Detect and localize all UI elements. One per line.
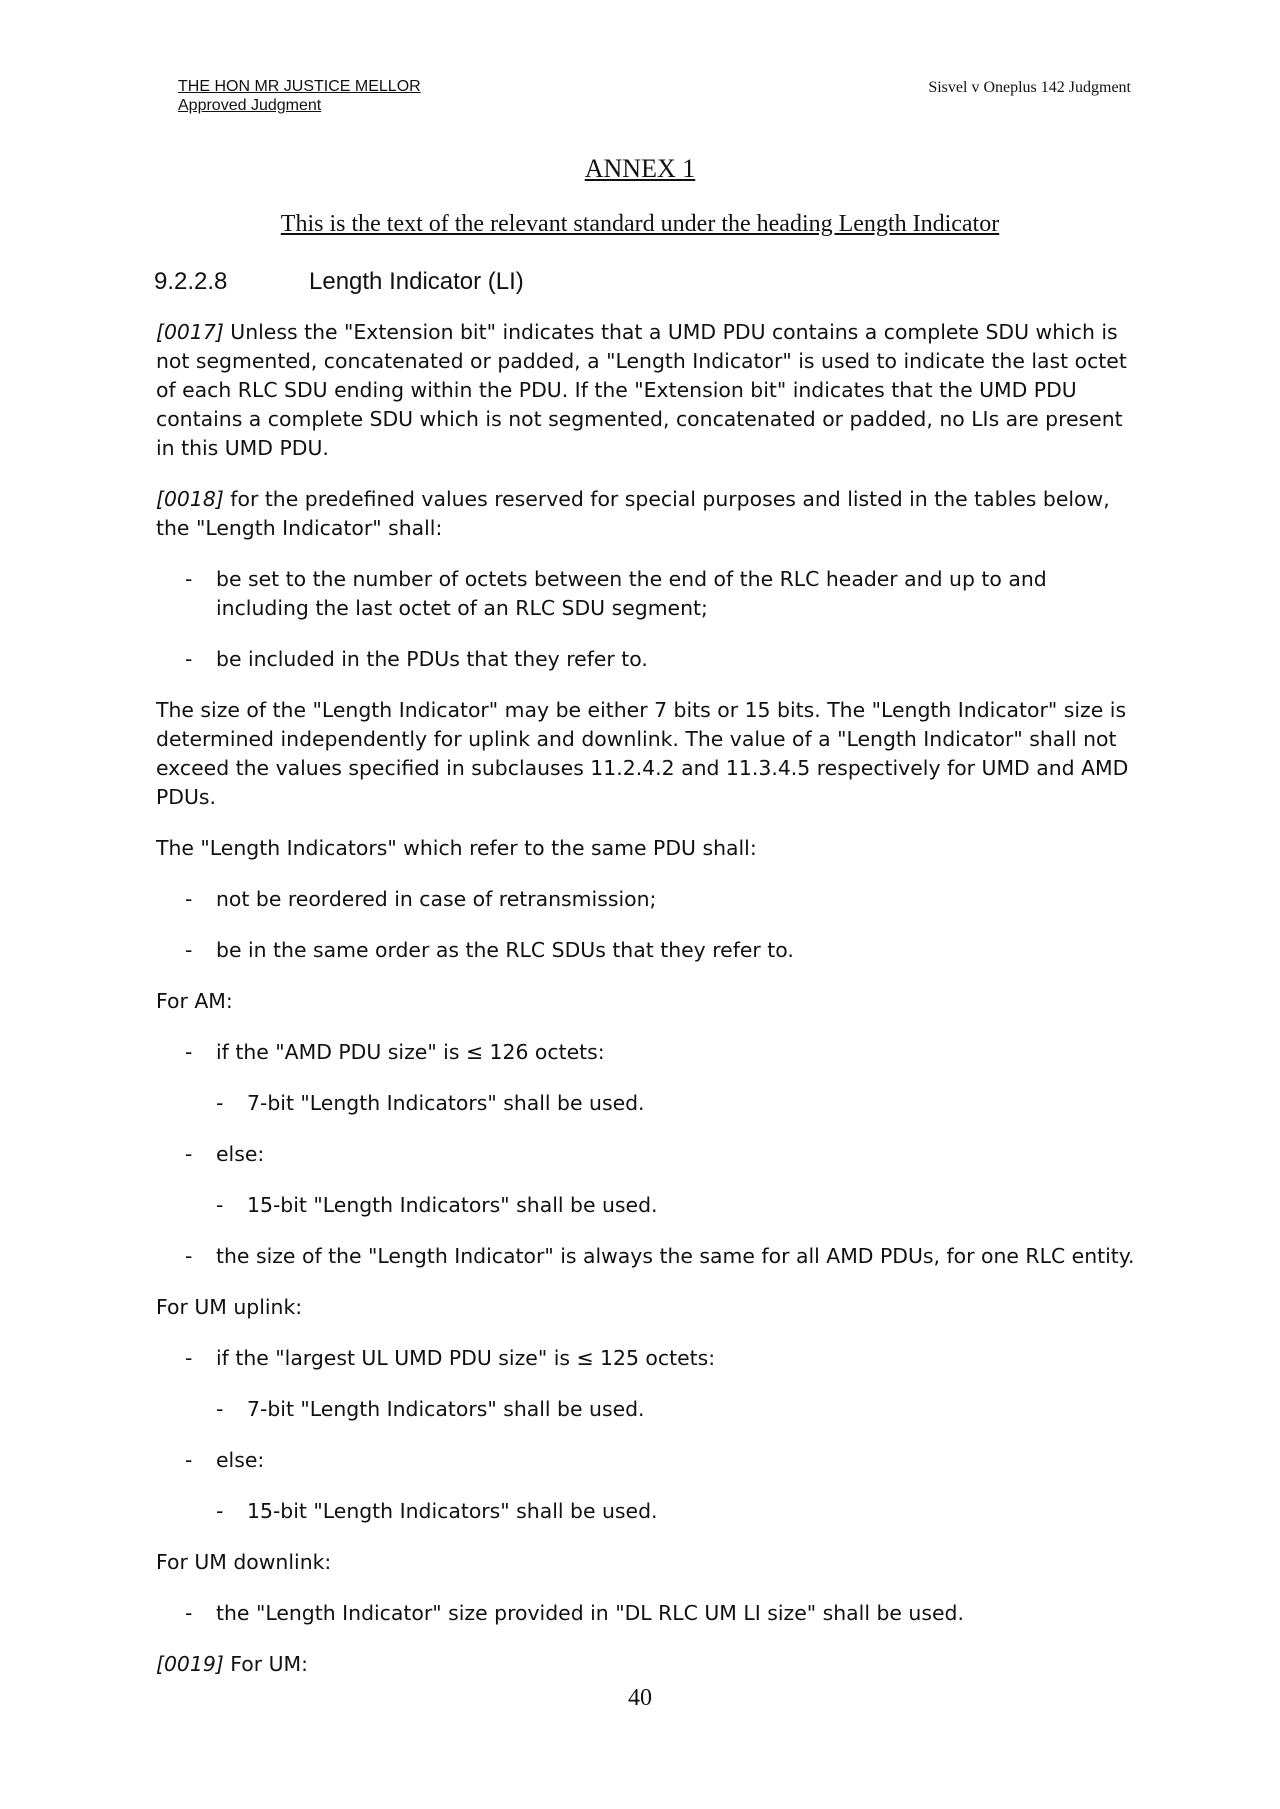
- list-dash: -: [185, 647, 193, 671]
- list-item: [156, 1446, 1146, 1475]
- paragraph-text: Unless the "Extension bit" indicates that a UMD PDU contains a complete SDU which is not segmented, concatenated or padded, a "Length Indicator" is used to indicate the last octet of each RLC SDU ending within the PDU. If the "Extension bit" indicates that the UMD PDU contains a complete SDU which is not segmented, concatenated or padded, no LIs are present in this UMD PDU.: [156, 320, 1127, 460]
- paragraph-ref: [0019]: [156, 1652, 224, 1676]
- sub-list-item: [156, 1191, 1146, 1220]
- list-dash: -: [185, 938, 193, 962]
- for-am-label: For AM:: [156, 989, 233, 1013]
- list-dash: -: [185, 567, 193, 591]
- list-item-text: be included in the PDUs that they refer to.: [216, 647, 648, 671]
- list-item-text: else:: [216, 1142, 265, 1166]
- paragraph-0018: [156, 485, 1146, 543]
- paragraph-text: For UM:: [223, 1652, 309, 1676]
- paragraph-text: for the predefined values reserved for special purposes and listed in the tables below, the "Length Indicator" shall:: [156, 487, 1110, 540]
- annex-subtitle: This is the text of the relevant standard under the heading Length Indicator: [280, 211, 1000, 237]
- list-item-text: else:: [216, 1448, 265, 1472]
- annex-title: ANNEX 1: [584, 154, 696, 183]
- for-um-uplink-label: For UM uplink:: [156, 1295, 303, 1319]
- running-header-left: [178, 77, 421, 115]
- list-item-text: the "Length Indicator" size provided in "DL RLC UM LI size" shall be used.: [216, 1601, 964, 1625]
- list-item: [156, 885, 1146, 914]
- paragraph-0017: [156, 318, 1146, 463]
- list-item: [156, 1344, 1146, 1373]
- sub-list-item: [156, 1395, 1146, 1424]
- list-dash: -: [216, 1091, 224, 1115]
- list-dash: -: [185, 1040, 193, 1064]
- judgment-status: Approved Judgment: [178, 97, 322, 114]
- list-item: [156, 565, 1146, 623]
- list-item-text: 15-bit "Length Indicators" shall be used.: [247, 1499, 658, 1523]
- paragraph-size: The size of the "Length Indicator" may be either 7 bits or 15 bits. The "Length Indicator" size is determined independently for uplink and downlink. The value of a "Length Indicator" shall not exceed the values specified in subclauses 11.2.4.2 and 11.3.4.5 respectively for UMD and AMD PDUs.: [156, 698, 1129, 809]
- list-item-text: be set to the number of octets between the end of the RLC header and up to and including the last octet of an RLC SDU segment;: [216, 567, 1047, 620]
- list-item: [156, 1140, 1146, 1169]
- for-um-downlink-label: For UM downlink:: [156, 1550, 332, 1574]
- list-dash: -: [185, 1601, 193, 1625]
- list-item-text: if the "largest UL UMD PDU size" is ≤ 125 octets:: [216, 1346, 716, 1370]
- list-item-text: 15-bit "Length Indicators" shall be used.: [247, 1193, 658, 1217]
- list-dash: -: [185, 887, 193, 911]
- list-dash: -: [185, 1346, 193, 1370]
- sub-list-item: [156, 1497, 1146, 1526]
- list-dash: -: [216, 1499, 224, 1523]
- list-item-text: if the "AMD PDU size" is ≤ 126 octets:: [216, 1040, 605, 1064]
- section-title: Length Indicator (LI): [309, 268, 524, 295]
- paragraph-same-pdu: The "Length Indicators" which refer to the same PDU shall:: [156, 836, 757, 860]
- page-number: 40: [628, 1685, 652, 1711]
- list-item-text: not be reordered in case of retransmission;: [216, 887, 657, 911]
- section-heading: [154, 268, 524, 296]
- judge-name: THE HON MR JUSTICE MELLOR: [178, 78, 421, 95]
- list-item: [156, 936, 1146, 965]
- list-item-text: 7-bit "Length Indicators" shall be used.: [247, 1091, 645, 1115]
- case-name: Sisvel v Oneplus 142 Judgment: [928, 79, 1131, 96]
- list-item-text: the size of the "Length Indicator" is always the same for all AMD PDUs, for one RLC entity.: [216, 1244, 1135, 1268]
- sub-list-item: [156, 1089, 1146, 1118]
- list-item-text: 7-bit "Length Indicators" shall be used.: [247, 1397, 645, 1421]
- paragraph-ref: [0018]: [156, 487, 224, 511]
- list-dash: -: [185, 1244, 193, 1268]
- list-item-text: be in the same order as the RLC SDUs that they refer to.: [216, 938, 794, 962]
- list-item: [156, 1038, 1146, 1067]
- paragraph-0019: [156, 1650, 1146, 1679]
- list-item: [156, 1242, 1146, 1271]
- list-item: [156, 645, 1146, 674]
- paragraph-ref: [0017]: [156, 320, 224, 344]
- list-dash: -: [216, 1397, 224, 1421]
- list-dash: -: [185, 1142, 193, 1166]
- document-body: [156, 318, 1146, 1701]
- section-number: 9.2.2.8: [154, 268, 228, 295]
- list-dash: -: [216, 1193, 224, 1217]
- list-item: [156, 1599, 1146, 1628]
- list-dash: -: [185, 1448, 193, 1472]
